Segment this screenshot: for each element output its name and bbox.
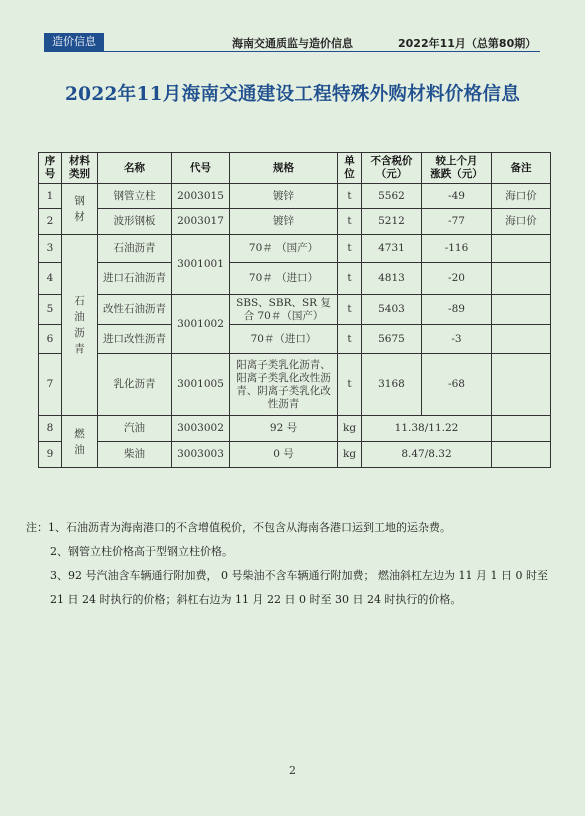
cell-unit: t [338, 354, 362, 416]
note-2: 2、钢管立柱价格高于型钢立柱价格。 [50, 545, 233, 558]
cell-seq: 4 [39, 263, 62, 295]
cell-seq: 9 [39, 442, 62, 468]
cell-unit: t [338, 209, 362, 235]
cell-price: 5403 [362, 295, 422, 325]
cell-price: 4731 [362, 235, 422, 263]
cell-spec: 92 号 [230, 416, 338, 442]
table-row [39, 235, 551, 263]
cell-remark [492, 416, 551, 442]
cell-seq: 6 [39, 325, 62, 354]
cell-unit: t [338, 295, 362, 325]
cell-price-change: 8.47/8.32 [362, 442, 492, 468]
cell-change: -116 [422, 235, 492, 263]
category-fuel: 燃 油 [62, 416, 98, 468]
table-row [39, 325, 551, 354]
cell-price: 5675 [362, 325, 422, 354]
cell-name: 进口改性沥青 [98, 325, 172, 354]
cell-seq: 8 [39, 416, 62, 442]
col-remark: 备注 [492, 153, 551, 184]
cell-change: -20 [422, 263, 492, 295]
cell-spec: 镀锌 [230, 184, 338, 209]
cell-name: 波形钢板 [98, 209, 172, 235]
cell-unit: t [338, 184, 362, 209]
col-category: 材料 类别 [62, 153, 98, 184]
cell-remark: 海口价 [492, 209, 551, 235]
cell-price: 4813 [362, 263, 422, 295]
cell-change: -77 [422, 209, 492, 235]
cell-name: 钢管立柱 [98, 184, 172, 209]
price-table [38, 152, 551, 468]
col-seq: 序 号 [39, 153, 62, 184]
cell-code: 2003017 [172, 209, 230, 235]
table-row [39, 354, 551, 416]
table-row [39, 295, 551, 325]
section-tag: 造价信息 [44, 33, 104, 51]
cell-name: 进口石油沥青 [98, 263, 172, 295]
table-row [39, 184, 551, 209]
cell-remark [492, 442, 551, 468]
cell-change: -3 [422, 325, 492, 354]
cell-spec: 70＃ （国产） [230, 235, 338, 263]
cell-remark [492, 354, 551, 416]
col-code: 代号 [172, 153, 230, 184]
table-row [39, 263, 551, 295]
cell-remark [492, 325, 551, 354]
note-3: 3、92 号汽油含车辆通行附加费， 0 号柴油不含车辆通行附加费； 燃油斜杠左边为 11 月 1 日 0 时至 21 日 24 时执行的价格；斜杠右边为 11 月 22 日 0 时至 30 日 24 时执行的价格。 [50, 569, 548, 606]
cell-change: -68 [422, 354, 492, 416]
cell-name: 柴油 [98, 442, 172, 468]
cell-name: 汽油 [98, 416, 172, 442]
cell-name: 改性石油沥青 [98, 295, 172, 325]
cell-name: 石油沥青 [98, 235, 172, 263]
cell-seq: 5 [39, 295, 62, 325]
cell-price: 3168 [362, 354, 422, 416]
cell-remark [492, 295, 551, 325]
cell-unit: t [338, 325, 362, 354]
cell-spec: SBS、SBR、SR 复合 70＃（国产） [230, 295, 338, 325]
category-asphalt: 石 油 沥 青 [62, 235, 98, 416]
cell-seq: 7 [39, 354, 62, 416]
table-row [39, 209, 551, 235]
page-number: 2 [289, 764, 296, 777]
cell-unit: kg [338, 442, 362, 468]
cell-unit: t [338, 235, 362, 263]
header-rule [44, 51, 540, 52]
col-name: 名称 [98, 153, 172, 184]
table-header-row [39, 153, 551, 184]
cell-price: 5562 [362, 184, 422, 209]
cell-spec: 70＃ （进口） [230, 263, 338, 295]
cell-remark: 海口价 [492, 184, 551, 209]
cell-change: -49 [422, 184, 492, 209]
cell-change: -89 [422, 295, 492, 325]
cell-seq: 3 [39, 235, 62, 263]
note-1: 注：1、石油沥青为海南港口的不含增值税价，不包含从海南各港口运到工地的运杂费。 [26, 521, 451, 534]
col-price: 不含税价 （元） [362, 153, 422, 184]
cell-code: 3001005 [172, 354, 230, 416]
cell-seq: 1 [39, 184, 62, 209]
cell-spec: 镀锌 [230, 209, 338, 235]
col-unit: 单 位 [338, 153, 362, 184]
cell-remark [492, 235, 551, 263]
col-spec: 规格 [230, 153, 338, 184]
table-row [39, 442, 551, 468]
notes [26, 516, 556, 612]
cell-unit: kg [338, 416, 362, 442]
publication-name: 海南交通质监与造价信息 [232, 37, 353, 50]
cell-code: 3001002 [172, 295, 230, 354]
cell-code: 3003002 [172, 416, 230, 442]
table-row [39, 416, 551, 442]
cell-remark [492, 263, 551, 295]
cell-spec: 阳离子类乳化沥青、阳离子类乳化改性沥青、阴离子类乳化改性沥青 [230, 354, 338, 416]
page-title: 2022年11月海南交通建设工程特殊外购材料价格信息 [64, 84, 521, 105]
cell-spec: 0 号 [230, 442, 338, 468]
cell-name: 乳化沥青 [98, 354, 172, 416]
cell-spec: 70＃（进口） [230, 325, 338, 354]
cell-unit: t [338, 263, 362, 295]
cell-seq: 2 [39, 209, 62, 235]
cell-price-change: 11.38/11.22 [362, 416, 492, 442]
cell-code: 2003015 [172, 184, 230, 209]
col-change: 较上个月 涨跌（元） [422, 153, 492, 184]
cell-code: 3003003 [172, 442, 230, 468]
category-steel: 钢 材 [62, 184, 98, 235]
issue-label: 2022年11月（总第80期） [398, 37, 537, 50]
cell-price: 5212 [362, 209, 422, 235]
cell-code: 3001001 [172, 235, 230, 295]
